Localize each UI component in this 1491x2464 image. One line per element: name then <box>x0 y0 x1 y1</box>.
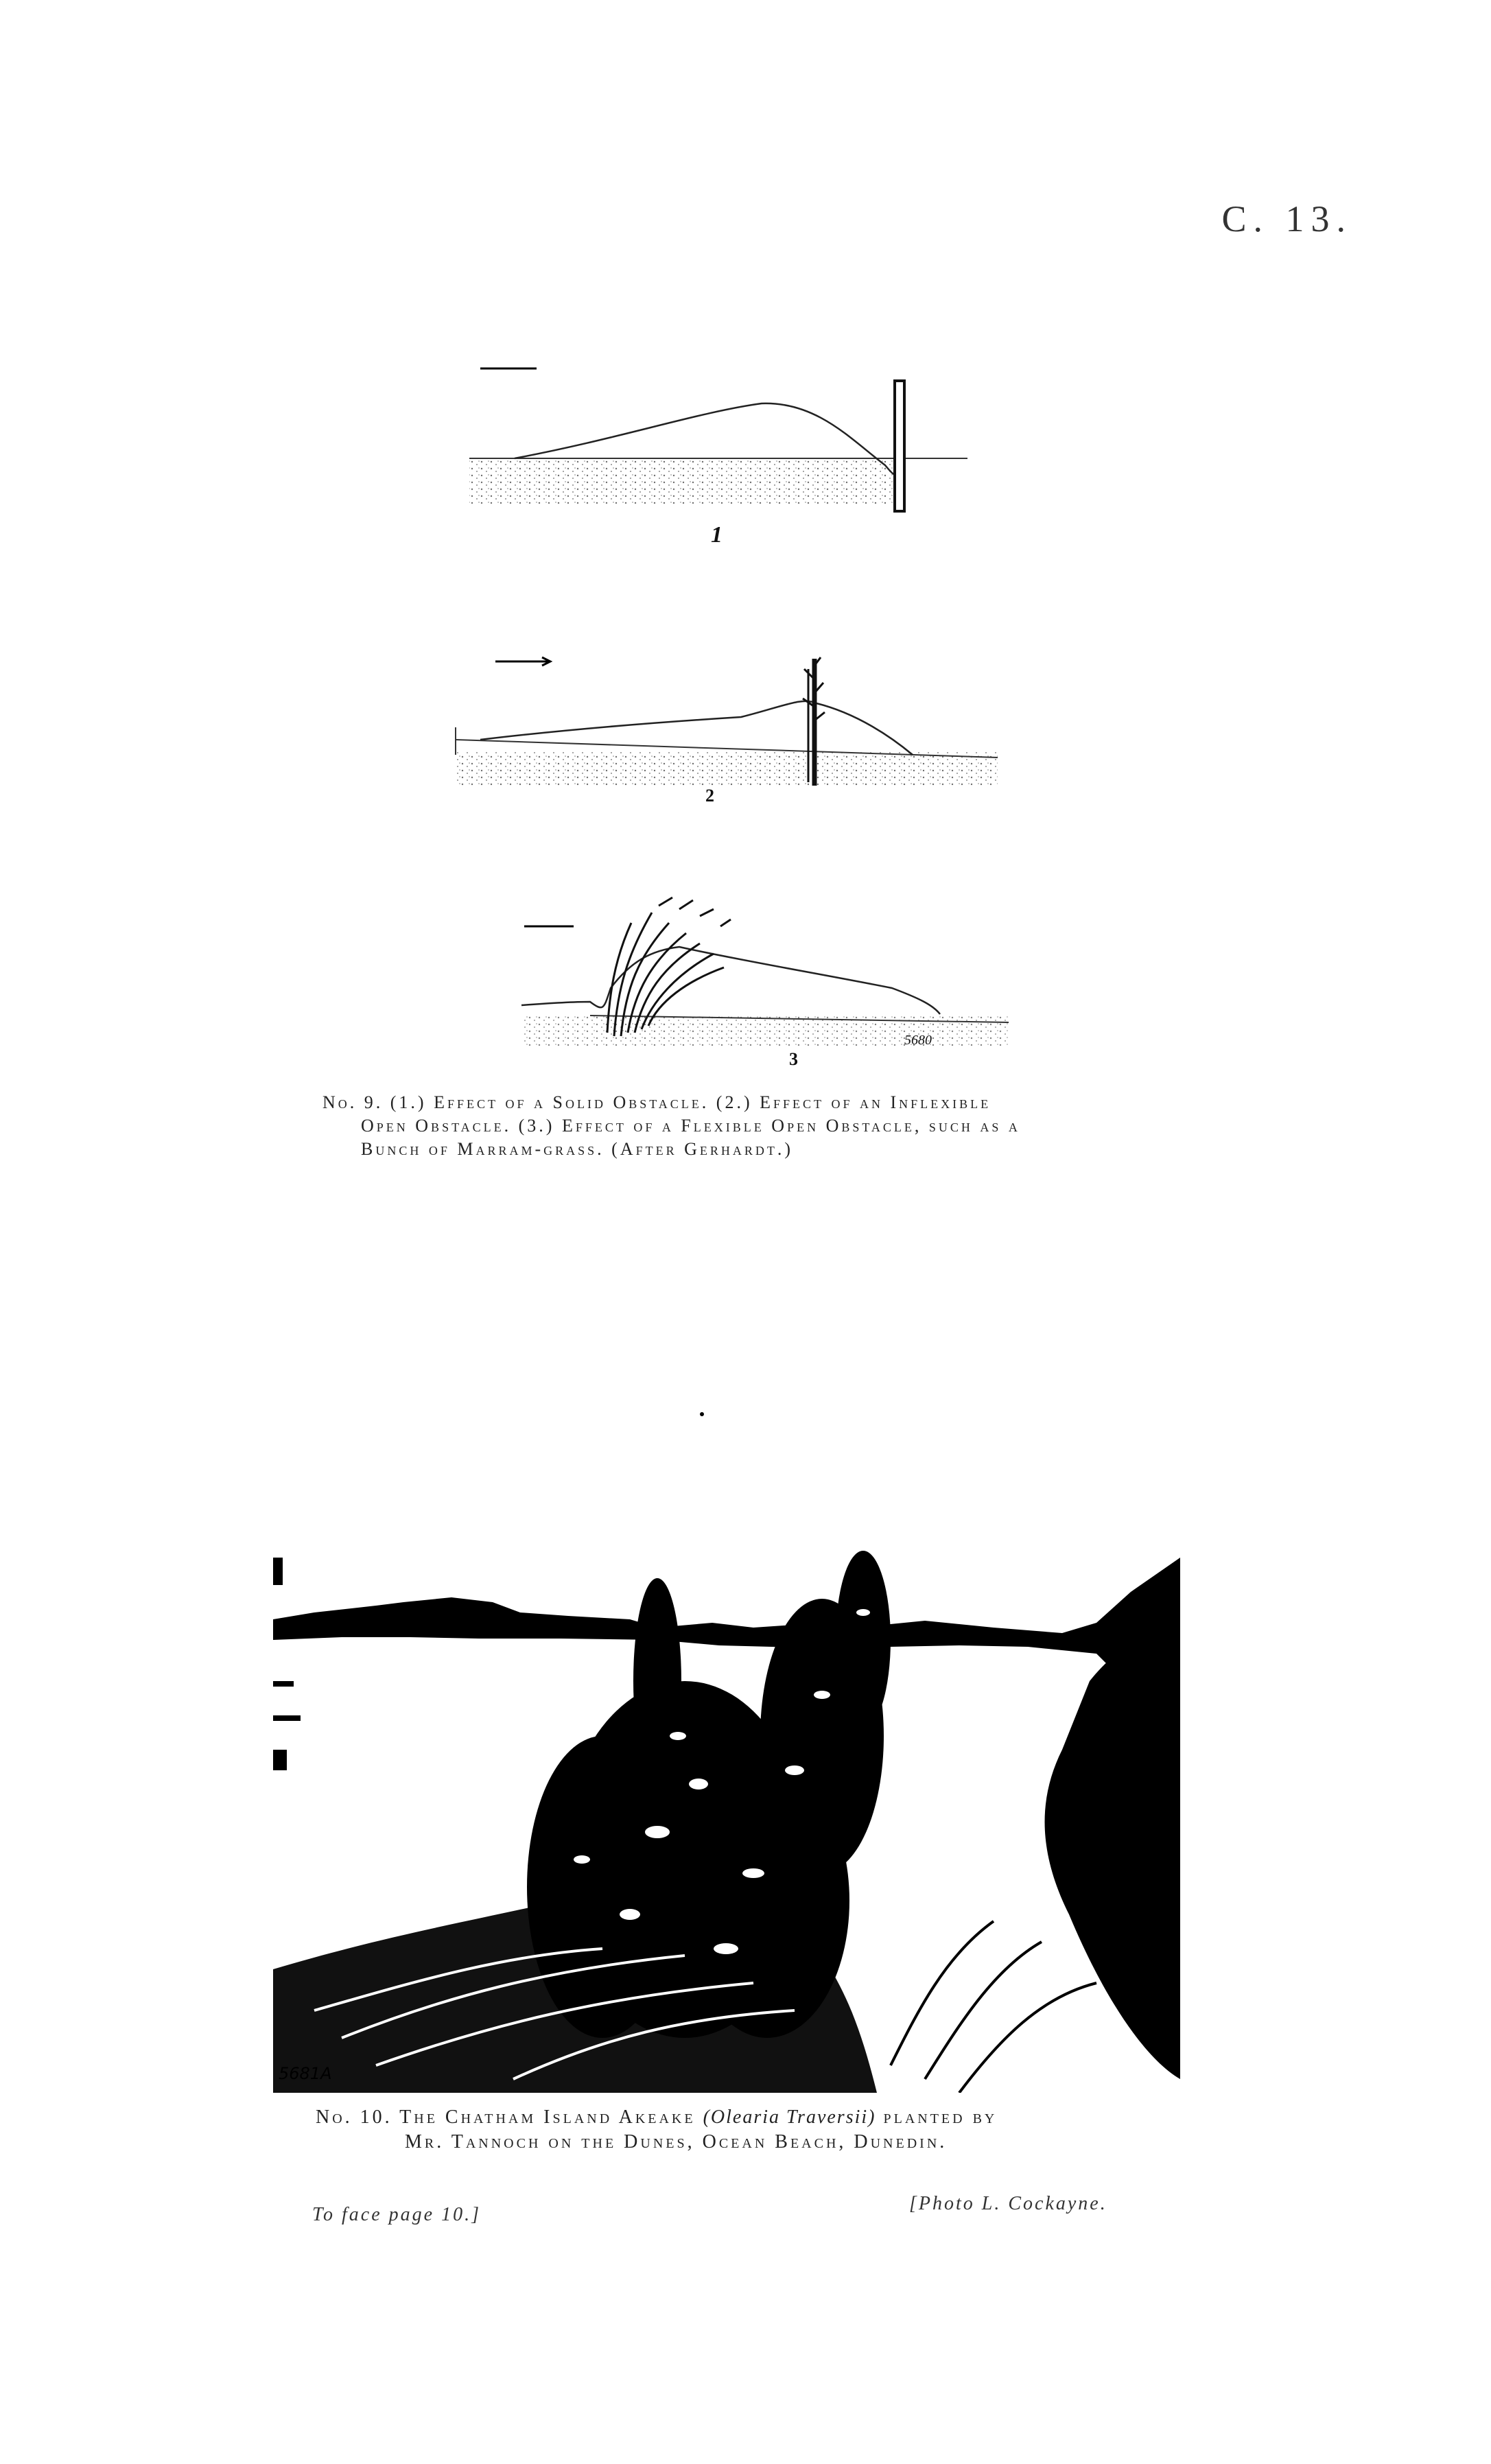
figure-9-diagrams <box>0 0 1491 1084</box>
negative-number-stamp-9: 5680 <box>904 1033 932 1048</box>
figure-10-photograph <box>273 1475 1180 2093</box>
solid-obstacle-post <box>895 381 904 511</box>
photo-credit: [Photo L. Cockayne. <box>909 2193 1107 2214</box>
figure-10-caption <box>316 2105 1139 2155</box>
caption-10-prefix: No. 10. The Chatham Island Akeake <box>316 2107 696 2128</box>
marram-grass-bunch <box>607 897 731 1036</box>
caption-10-line-1 <box>316 2105 1139 2130</box>
diagram-solid-obstacle <box>469 368 967 548</box>
caption-9-line-2: Open Obstacle. (3.) Effect of a Flexible Open Obstacle, such as a <box>361 1116 1020 1136</box>
dune-profile-2 <box>480 701 913 755</box>
print-speck <box>700 1412 704 1416</box>
caption-10-line-2: Mr. Tannoch on the Dunes, Ocean Beach, Dunedin. <box>405 2131 948 2152</box>
figure-9-caption <box>322 1091 1153 1161</box>
caption-9-line-3: Bunch of Marram-grass. (After Gerhardt.) <box>361 1139 794 1159</box>
negative-number-stamp-10: 5681A <box>279 2064 332 2083</box>
caption-10-suffix: planted by <box>883 2107 998 2128</box>
caption-10-species: (Olearia Traversii) <box>703 2107 876 2128</box>
page-number: C. 13. <box>1221 198 1352 239</box>
panel-label-3: 3 <box>789 1049 798 1069</box>
panel-label-1: 1 <box>711 522 723 548</box>
dune-profile-3 <box>521 947 940 1014</box>
face-page-note: To face page 10.] <box>312 2204 481 2225</box>
caption-9-line-1: No. 9. (1.) Effect of a Solid Obstacle. (2.) Effect of an Inflexible <box>322 1092 991 1112</box>
panel-label-2: 2 <box>705 786 714 806</box>
akeake-shrub-photo <box>273 1475 1180 2093</box>
diagram-inflexible-obstacle <box>456 657 998 806</box>
diagram-flexible-obstacle <box>521 897 1009 1069</box>
